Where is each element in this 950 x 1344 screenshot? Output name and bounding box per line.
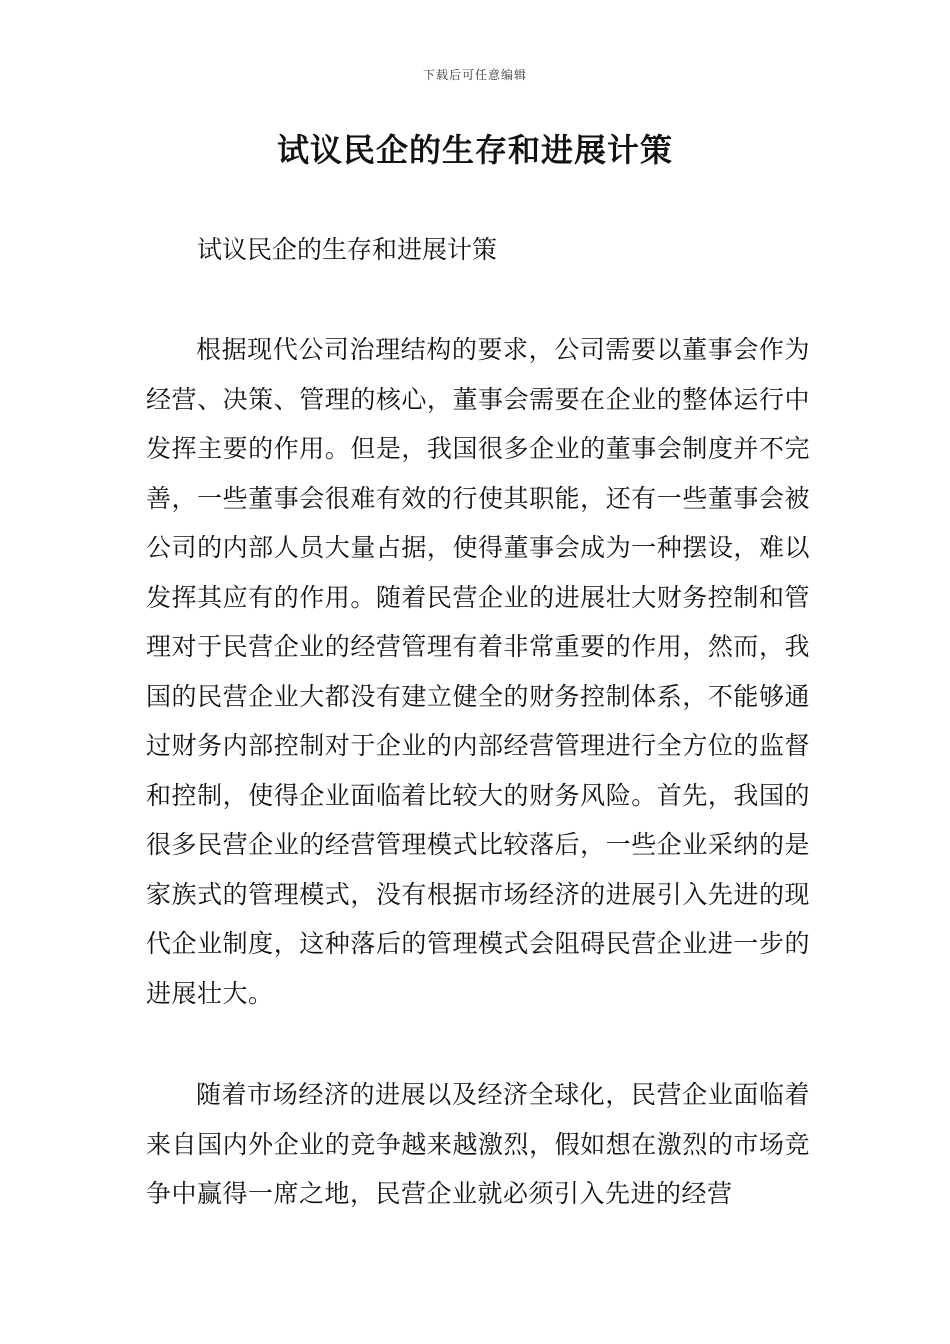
document-title: 试议民企的生存和进展计策: [276, 131, 673, 169]
body-paragraph-2: 随着市场经济的进展以及经济全球化，民营企业面临着来自国内外企业的竞争越来越激烈，假如想在激烈的市场竞争中赢得一席之地，民营企业就必须引入先进的经营: [146, 1080, 810, 1208]
document-subtitle: 试议民企的生存和进展计策: [197, 235, 498, 264]
body-paragraph-1: 根据现代公司治理结构的要求，公司需要以董事会作为经营、决策、管理的核心，董事会需要在企业的整体运行中发挥主要的作用。但是，我国很多企业的董事会制度并不完善，一些董事会很难有效的行使其职能，还有一些董事会被公司的内部人员大量占据，使得董事会成为一种摆设，难以发挥其应有的作用。随着民营企业的进展壮大财务控制和管理对于民营企业的经营管理有着非常重要的作用，然而，我国的民营企业大都没有建立健全的财务控制体系，不能够通过财务内部控制对于企业的内部经营管理进行全方位的监督和控制，使得企业面临着比较大的财务风险。首先，我国的很多民营企业的经营管理模式比较落后，一些企业采纳的是家族式的管理模式，没有根据市场经济的进展引入先进的现代企业制度，这种落后的管理模式会阻碍民营企业进一步的进展壮大。: [146, 335, 810, 1008]
header-note: 下载后可任意编辑: [422, 68, 527, 82]
